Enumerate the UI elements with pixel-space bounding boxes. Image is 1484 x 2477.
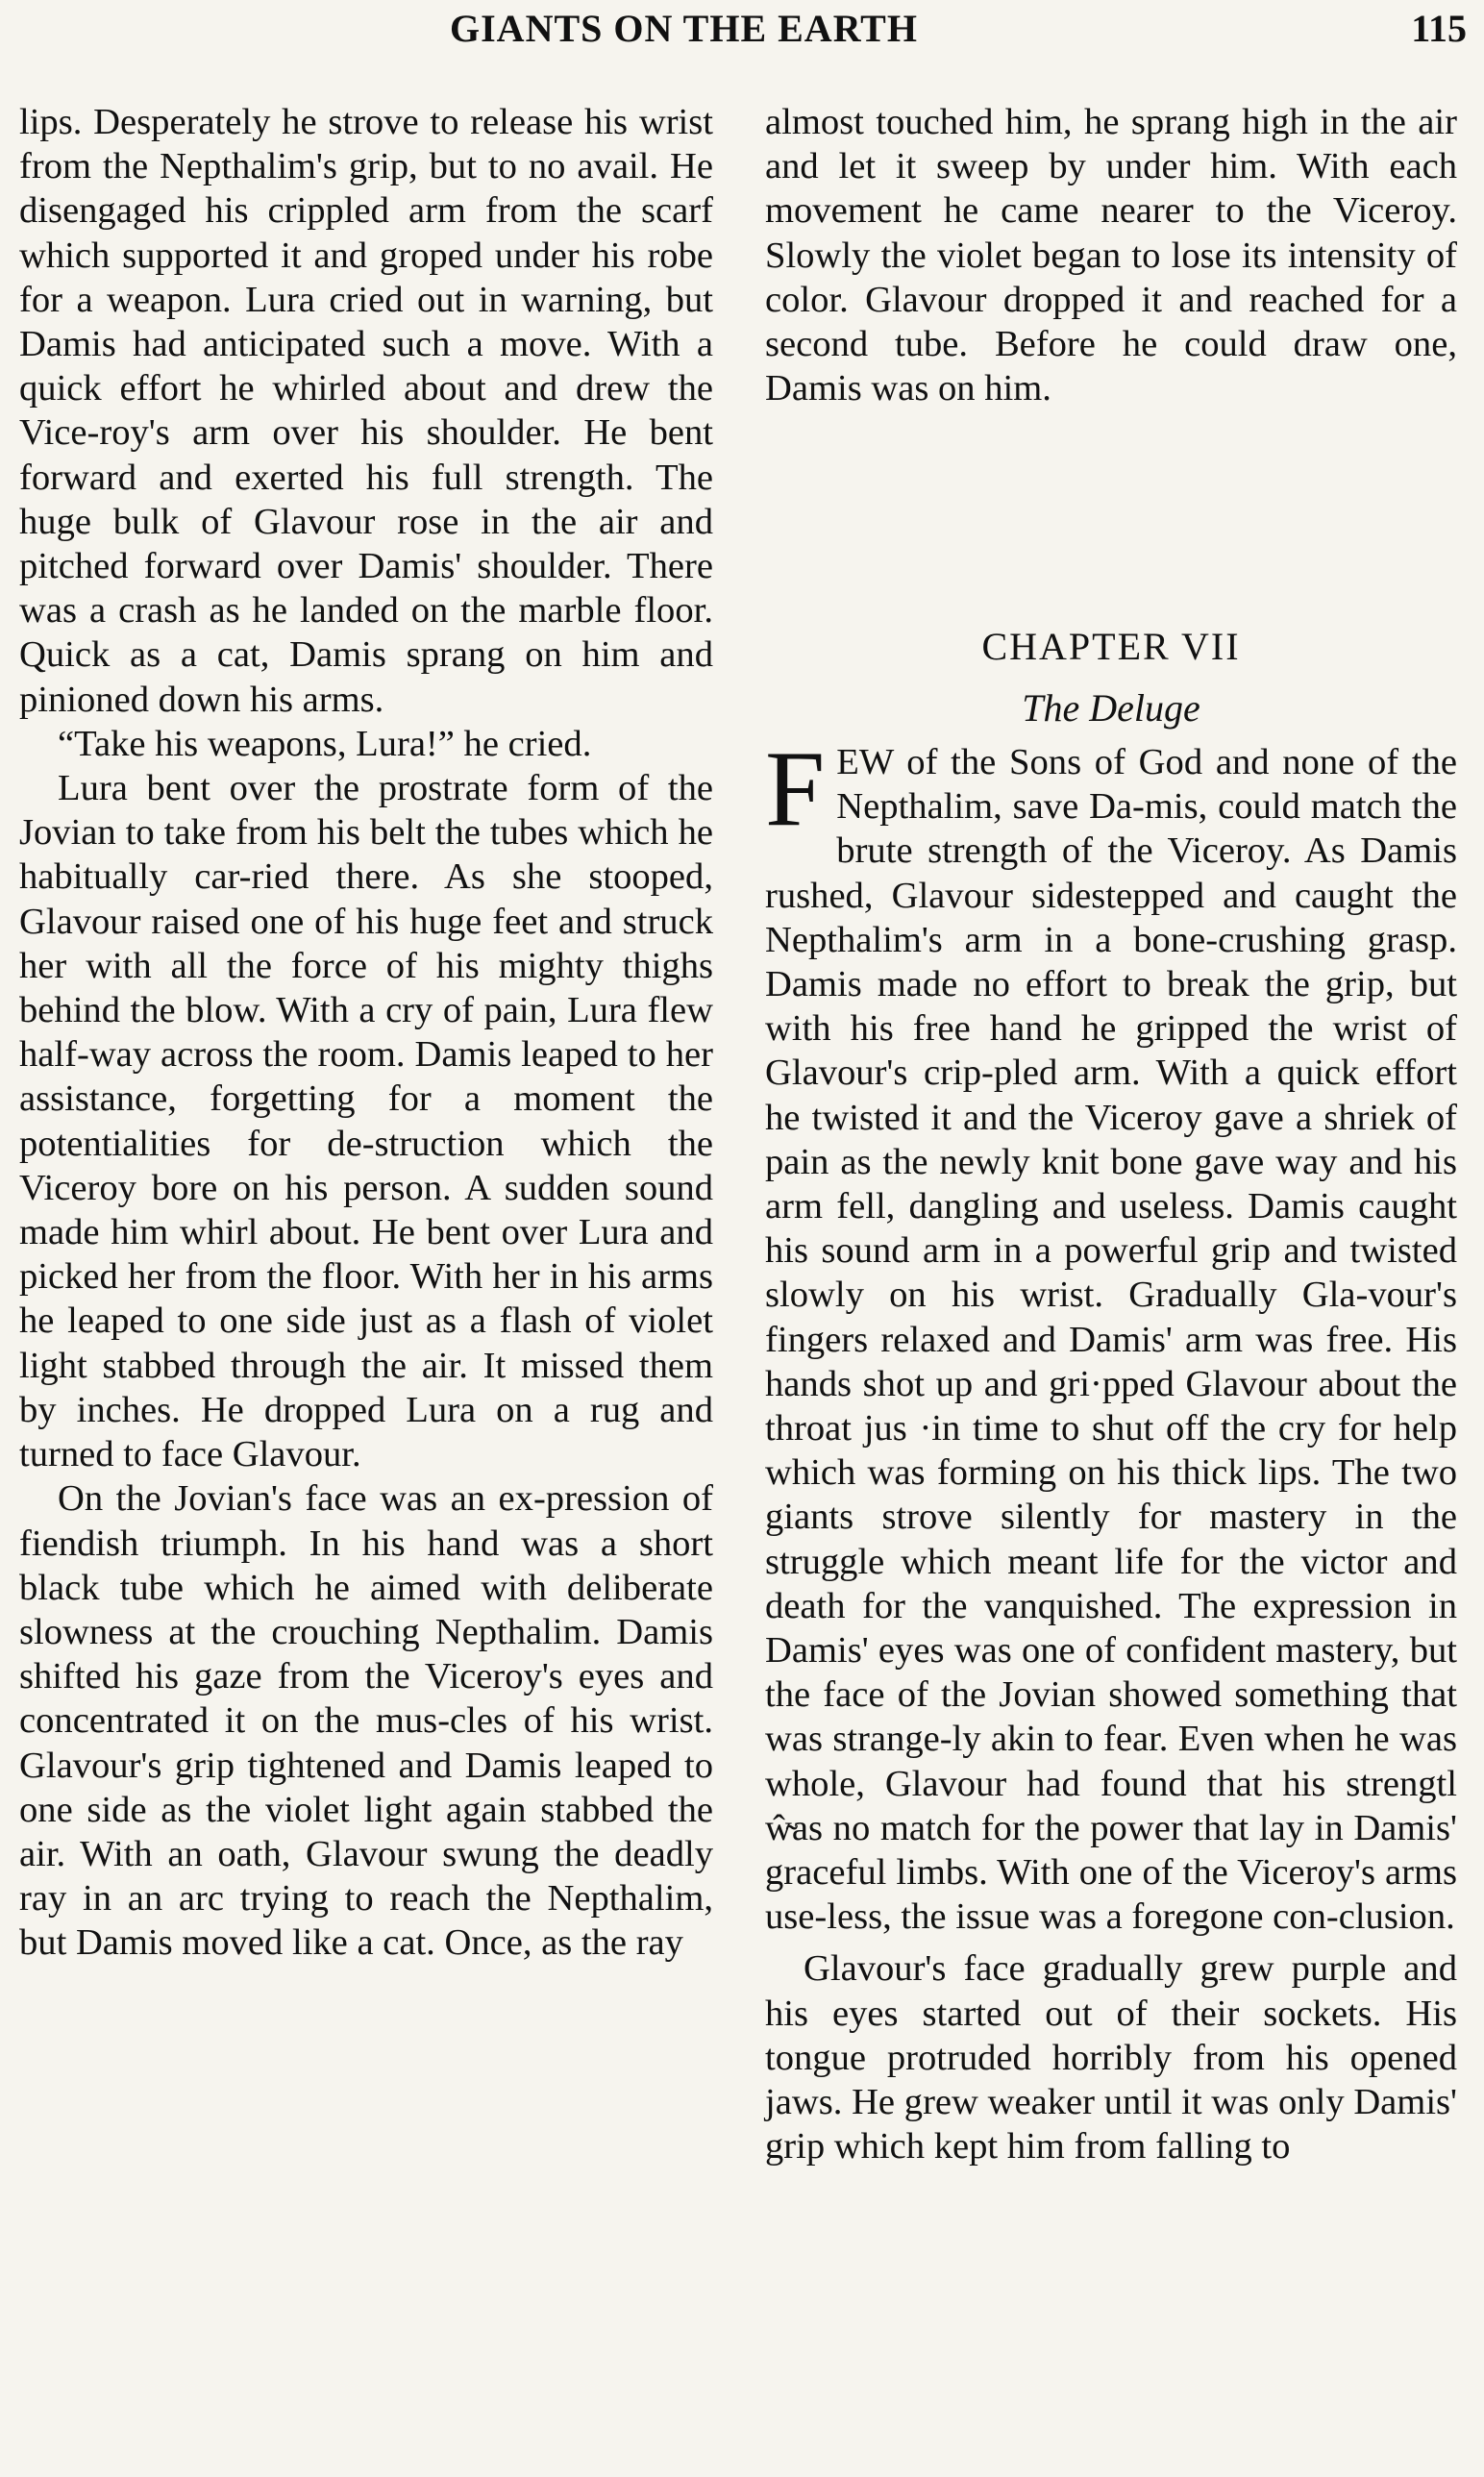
paragraph: Lura bent over the prostrate form of the Jovian to take from his belt the tubes which he habitually car-ried there. As she stooped, Glavour raised one of his huge feet and struck her with all the force of his mighty thighs behind the blow. With a cry of pain, Lura flew half-way across the room. Damis leaped to her assistance, forgetting for a moment the potentialities for de-struction which the Viceroy bore on his person. A sudden sound made him whirl about. He bent over Lura and picked her from the floor. With her in his arms he leaped to one side just as a flash of violet light stabbed through the air. It missed them by inches. He dropped Lura on a rug and turned to face Glavour. xyxy=(19,768,713,1475)
chapter-title: The Deluge xyxy=(1022,686,1200,730)
right-column-chapter xyxy=(765,625,1457,2169)
paragraph: lips. Desperately he strove to release his wrist from the Nepthalim's grip, but to no avail. He disengaged his crippled arm from the scarf which supported it and groped under his robe for a weapon. Lura cried out in warning, but Damis had anticipated such a move. With a quick effort he whirled about and drew the Vice-roy's arm over his shoulder. He bent forward and exerted his full strength. The huge bulk of Glavour rose in the air and pitched forward over Damis' shoulder. There was a crash as he landed on the marble floor. Quick as a cat, Damis sprang on him and pinioned down his arms. xyxy=(19,102,713,720)
paragraph: Glavour's face gradually grew purple and his eyes started out of their sockets. His tongue protruded horribly from his opened jaws. He grew weaker until it was only Damis' grip which kept him from falling to xyxy=(765,1948,1457,2167)
page-header xyxy=(0,6,1484,56)
dropcap: F xyxy=(765,730,826,849)
chapter-heading: CHAPTER VII xyxy=(981,625,1241,668)
paragraph: “Take his weapons, Lura!” he cried. xyxy=(58,723,592,764)
paragraph: almost touched him, he sprang high in the air and let it sweep by under him. With each movement he came nearer to the Viceroy. Slowly the violet began to lose its intensity of color. Glavour dropped it and reached for a second tube. Before he could draw one, Damis was on him. xyxy=(765,102,1457,409)
right-column-top xyxy=(765,100,1457,410)
paragraph: On the Jovian's face was an ex-pression of fiendish triumph. In his hand was a short black tube which he aimed with deliberate slowness at the crouching Nepthalim. Damis shifted his gaze from the Viceroy's eyes and concentrated it on the mus-cles of his wrist. Glavour's grip tightened and Damis leaped to one side as the violet light again stabbed the air. With an oath, Glavour swung the deadly ray in an arc trying to reach the Nepthalim, but Damis moved like a cat. Once, as the ray xyxy=(19,1478,713,1964)
left-column xyxy=(19,100,713,1966)
running-title: GIANTS ON THE EARTH xyxy=(450,7,918,50)
page-number: 115 xyxy=(1411,7,1467,50)
chapter-opening xyxy=(765,730,1457,1939)
paragraph: EW of the Sons of God and none of the Nepthalim, save Da-mis, could match the brute strength of the Viceroy. As Damis rushed, Glavour sidestepped and caught the Nepthalim's arm in a bone-crushing grasp. Damis made no effort to break the grip, but with his free hand he gripped the wrist of Glavour's crip-pled arm. With a quick effort he twisted it and the Viceroy gave a shriek of pain as the newly knit bone gave way and his arm fell, dangling and useless. Damis caught his sound arm in a powerful grip and twisted slowly on his wrist. Gradually Gla-vour's fingers relaxed and Damis' arm was free. His hands shot up and gri·pped Glavour about the throat jus ·in time to shut off the cry for help which was forming on his thick lips. The two giants strove silently for mastery in the struggle which meant life for the victor and death for the vanquished. The expression in Damis' eyes was one of confident mastery, but the face of the Jovian showed something that was strange-ly akin to fear. Even when he was whole, Glavour had found that his strengtl ŵ̴as no match for the power that lay in Damis' graceful limbs. With one of the Viceroy's arms use-less, the issue was a foregone con-clusion. xyxy=(765,742,1457,1938)
